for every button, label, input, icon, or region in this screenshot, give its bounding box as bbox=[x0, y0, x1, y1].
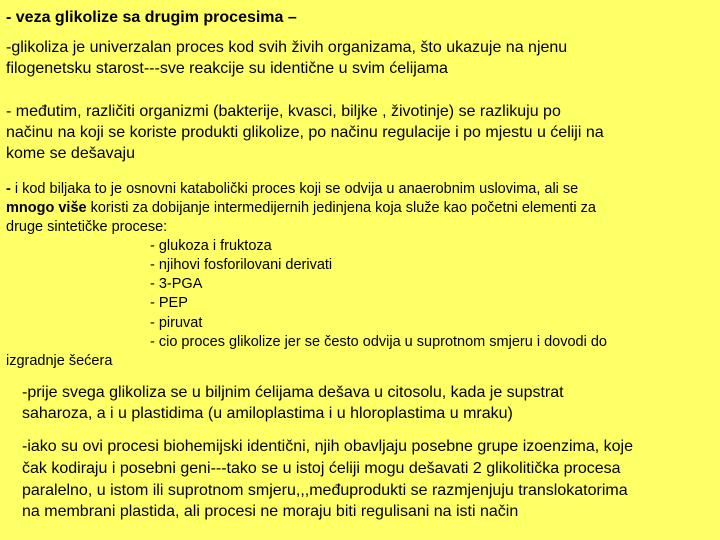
list-item: - piruvat bbox=[150, 315, 203, 331]
paragraph-3-line bbox=[6, 180, 578, 199]
paragraph-5-line: paralelno, u istom ili suprotnom smjeru,,,međuprodukti se razmjenjuju translokatorima bbox=[22, 482, 628, 499]
paragraph-2-line: kome se dešavaju bbox=[6, 145, 135, 162]
text: koristi za dobijanje intermedijernih jedinjena koja služe kao početni elementi za bbox=[86, 200, 596, 216]
list-item: - njihovi fosforilovani derivati bbox=[150, 257, 333, 273]
list-item: - glukoza i fruktoza bbox=[150, 238, 272, 254]
list-item: - 3-PGA bbox=[150, 276, 203, 292]
bold-dash: - bbox=[6, 181, 11, 197]
paragraph-3-tail: izgradnje šećera bbox=[6, 353, 113, 369]
paragraph-4-line: -prije svega glikoliza se u biljnim ćelijama dešava u citosolu, kada je supstrat bbox=[22, 384, 564, 401]
paragraph-3-line bbox=[6, 199, 596, 218]
paragraph-2-line: načinu na koji se koriste produkti glikolize, po načinu regulacije i po mjestu u ćeliji na bbox=[6, 124, 604, 141]
paragraph-1-line: filogenetsku starost---sve reakcije su identične u svim ćelijama bbox=[6, 60, 448, 77]
paragraph-5-line: -iako su ovi procesi biohemijski identični, njih obavljaju posebne grupe izoenzima, koje bbox=[22, 438, 633, 455]
paragraph-4-line: saharoza, a i u plastidima (u amiloplastima i u hloroplastima u mraku) bbox=[22, 405, 513, 422]
paragraph-5-line: čak kodiraju i posebni geni---tako se u istoj ćeliji mogu dešavati 2 glikolitička procesa bbox=[22, 460, 621, 477]
paragraph-5-line: na membrani plastida, ali procesi ne moraju biti regulisani na isti način bbox=[22, 503, 519, 520]
paragraph-2-line: - međutim, različiti organizmi (bakterije, kvasci, biljke , životinje) se razlikuju po bbox=[6, 103, 561, 120]
list-item: - cio proces glikolize jer se često odvija u suprotnom smjeru i dovodi do bbox=[150, 334, 607, 350]
slide-title: - veza glikolize sa drugim procesima – bbox=[6, 9, 297, 26]
bold-emphasis: mnogo više bbox=[6, 200, 87, 216]
list-item: - PEP bbox=[150, 295, 188, 311]
paragraph-1-line: -glikoliza je univerzalan proces kod svih živih organizama, što ukazuje na njenu bbox=[6, 39, 568, 56]
text: i kod biljaka to je osnovni katabolički proces koji se odvija u anaerobnim uslovima, ali se bbox=[10, 181, 579, 197]
paragraph-3-line: druge sintetičke procese: bbox=[6, 219, 168, 235]
